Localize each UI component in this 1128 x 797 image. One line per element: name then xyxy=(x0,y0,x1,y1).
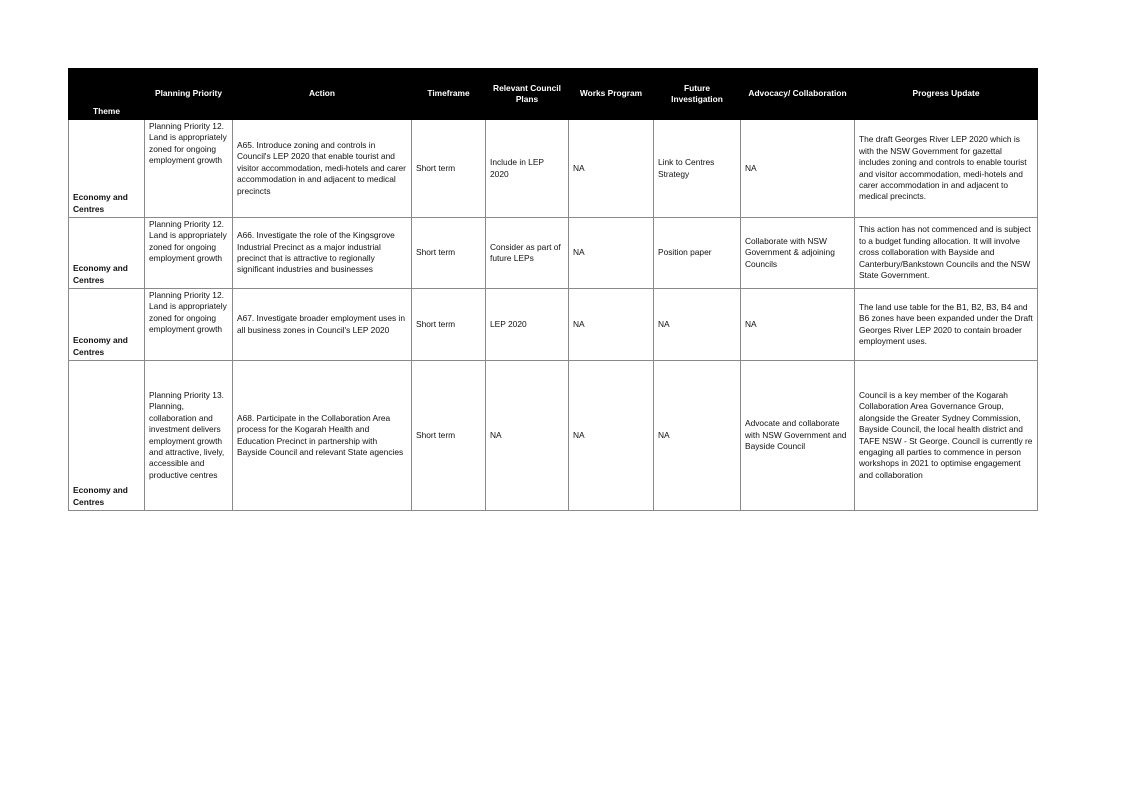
planning-priority-cell: Planning Priority 12. Land is appropriately zoned for ongoing employment growth xyxy=(145,120,233,218)
theme-cell: Economy and Centres xyxy=(69,361,145,511)
council-plans-cell: Include in LEP 2020 xyxy=(486,120,569,218)
table-row xyxy=(69,218,1038,289)
header-timeframe: Timeframe xyxy=(412,69,486,120)
header-planning-priority: Planning Priority xyxy=(145,69,233,120)
timeframe-cell: Short term xyxy=(412,120,486,218)
header-council-plans: Relevant Council Plans xyxy=(486,69,569,120)
action-cell: A65. Introduce zoning and controls in Council's LEP 2020 that enable tourist and visitor accommodation, medi-hotels and carer accommodation in and adjacent to medical precincts xyxy=(233,120,412,218)
progress-cell: The land use table for the B1, B2, B3, B4 and B6 zones have been expanded under the Draft Georges River LEP 2020 to contain broader employment uses. xyxy=(855,289,1038,361)
header-progress: Progress Update xyxy=(855,69,1038,120)
progress-cell: This action has not commenced and is subject to a budget funding allocation. It will involve cross collaboration with Bayside and Canterbury/Bankstown Councils and the NSW State Government. xyxy=(855,218,1038,289)
advocacy-cell: NA xyxy=(741,289,855,361)
header-future-investigation: Future Investigation xyxy=(654,69,741,120)
progress-cell: Council is a key member of the Kogarah Collaboration Area Governance Group, alongside the Greater Sydney Commission, Bayside Council, the local health district and TAFE NSW - St George. Council is currently re engaging all parties to commence in person workshops in 2021 to optimise engagement and collaboration xyxy=(855,361,1038,511)
works-program-cell: NA xyxy=(569,218,654,289)
table-row xyxy=(69,361,1038,511)
advocacy-cell: Collaborate with NSW Government & adjoining Councils xyxy=(741,218,855,289)
planning-priority-cell: Planning Priority 12. Land is appropriately zoned for ongoing employment growth xyxy=(145,218,233,289)
council-plans-cell: LEP 2020 xyxy=(486,289,569,361)
timeframe-cell: Short term xyxy=(412,218,486,289)
action-cell: A67. Investigate broader employment uses in all business zones in Council's LEP 2020 xyxy=(233,289,412,361)
council-plans-cell: Consider as part of future LEPs xyxy=(486,218,569,289)
timeframe-cell: Short term xyxy=(412,289,486,361)
table-row xyxy=(69,120,1038,218)
council-plans-cell: NA xyxy=(486,361,569,511)
future-investigation-cell: Position paper xyxy=(654,218,741,289)
works-program-cell: NA xyxy=(569,289,654,361)
theme-cell: Economy and Centres xyxy=(69,289,145,361)
future-investigation-cell: NA xyxy=(654,361,741,511)
action-cell: A66. Investigate the role of the Kingsgrove Industrial Precinct as a major industrial precinct that is attractive to regionally significant industries and businesses xyxy=(233,218,412,289)
progress-cell: The draft Georges River LEP 2020 which is with the NSW Government for gazettal includes zoning and controls to enable tourist and visitor accommodation, medi-hotels and carer accommodation in and adjacent to medical precincts. xyxy=(855,120,1038,218)
table-row xyxy=(69,289,1038,361)
theme-cell: Economy and Centres xyxy=(69,218,145,289)
header-advocacy: Advocacy/ Collaboration xyxy=(741,69,855,120)
action-progress-table xyxy=(68,68,1038,511)
future-investigation-cell: Link to Centres Strategy xyxy=(654,120,741,218)
advocacy-cell: Advocate and collaborate with NSW Government and Bayside Council xyxy=(741,361,855,511)
works-program-cell: NA xyxy=(569,120,654,218)
header-theme: Theme xyxy=(69,69,145,120)
timeframe-cell: Short term xyxy=(412,361,486,511)
action-cell: A68. Participate in the Collaboration Area process for the Kogarah Health and Education Precinct in partnership with Bayside Council and relevant State agencies xyxy=(233,361,412,511)
theme-cell: Economy and Centres xyxy=(69,120,145,218)
advocacy-cell: NA xyxy=(741,120,855,218)
planning-priority-cell: Planning Priority 13. Planning, collaboration and investment delivers employment growth and attractive, lively, accessible and productive centres xyxy=(145,361,233,511)
works-program-cell: NA xyxy=(569,361,654,511)
planning-priority-cell: Planning Priority 12. Land is appropriately zoned for ongoing employment growth xyxy=(145,289,233,361)
future-investigation-cell: NA xyxy=(654,289,741,361)
table-header-row xyxy=(69,69,1038,120)
header-works-program: Works Program xyxy=(569,69,654,120)
header-action: Action xyxy=(233,69,412,120)
